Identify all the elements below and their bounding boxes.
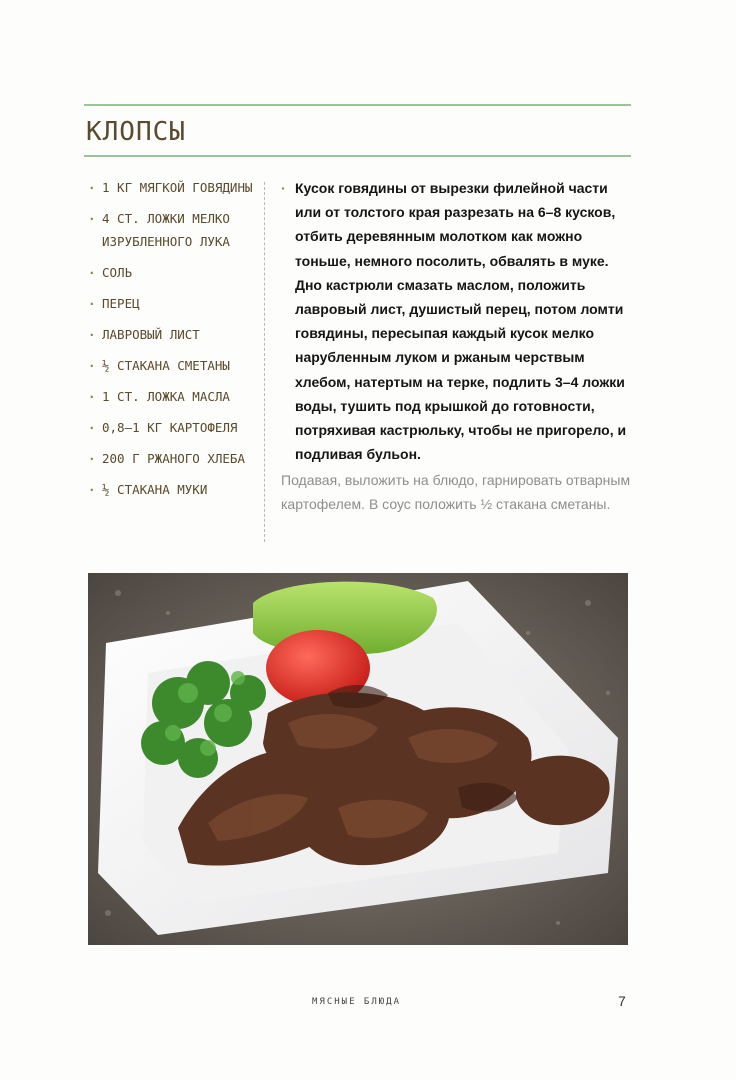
dish-photo bbox=[88, 573, 628, 945]
ingredient-item: · ½ СТАКАНА МУКИ bbox=[86, 478, 256, 501]
dish-photo-illustration bbox=[88, 573, 628, 945]
bullet-icon: · bbox=[281, 180, 286, 196]
page-number: 7 bbox=[618, 993, 626, 1009]
ingredient-item: · СОЛЬ bbox=[86, 261, 256, 284]
ingredient-item: · ЛАВРОВЫЙ ЛИСТ bbox=[86, 323, 256, 346]
ingredient-item: · 200 Г РЖАНОГО ХЛЕБА bbox=[86, 447, 256, 470]
ingredient-item: · 4 СТ. ЛОЖКИ МЕЛКО ИЗРУБЛЕННОГО ЛУКА bbox=[86, 207, 256, 253]
ingredient-item: · ½ СТАКАНА СМЕТАНЫ bbox=[86, 354, 256, 377]
ingredient-item: · 1 СТ. ЛОЖКА МАСЛА bbox=[86, 385, 256, 408]
ingredient-item: · ПЕРЕЦ bbox=[86, 292, 256, 315]
footer-section-title: МЯСНЫЕ БЛЮДА bbox=[312, 997, 402, 1007]
serving-text: Подавая, выложить на блюдо, гарнировать отварным картофелем. В соус положить ½ стакана сметаны. bbox=[281, 472, 631, 512]
header-rule-top bbox=[84, 104, 631, 106]
method-text: Кусок говядины от вырезки филейной части или от толстого края разрезать на 6–8 кусков, отбить деревянным молотком как можно тоньше, немного посолить, обвалять в муке. Дно кастрюли смазать маслом, положить лавровый лист, душистый перец, потом ломти говядины, пересыпая каждый кусок мелко нарубленным луком и ржаным черствым хлебом, натертым на терке, подлить 3–4 ложки воды, тушить под крышкой до готовности, потряхивая кастрюльку, чтобы не пригорело, и подливая бульон. bbox=[295, 180, 627, 463]
ingredients-list bbox=[86, 176, 256, 509]
header-rule-bottom bbox=[84, 155, 631, 157]
ingredient-item: · 0,8–1 КГ КАРТОФЕЛЯ bbox=[86, 416, 256, 439]
column-divider bbox=[264, 182, 265, 542]
ingredient-item: · 1 КГ МЯГКОЙ ГОВЯДИНЫ bbox=[86, 176, 256, 199]
recipe-title: КЛОПСЫ bbox=[86, 117, 186, 147]
method-block bbox=[281, 176, 633, 466]
